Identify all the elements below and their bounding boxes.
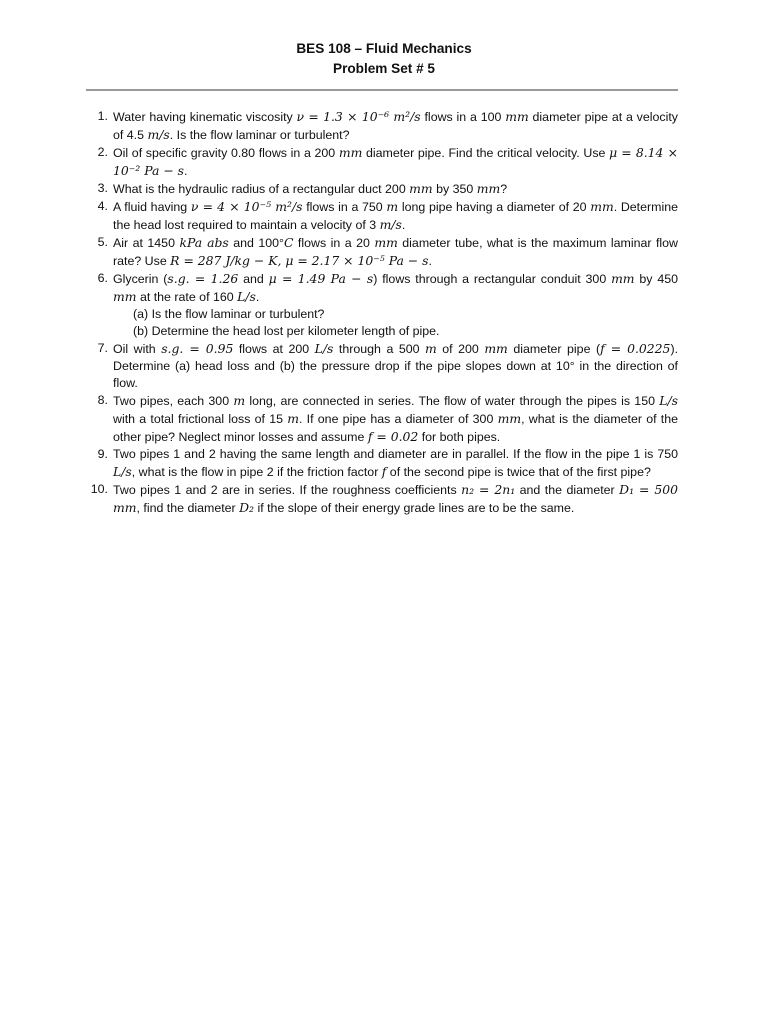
problem-text: flows in a 20 [293,236,375,250]
problem-text: flows at 200 [233,342,315,356]
problem-list [86,108,678,517]
problem-item [86,234,678,270]
problem-text: , what is the diameter of the other pipe? Neglect minor losses and assume [113,412,679,444]
problem-text: Glycerin ( [113,272,168,286]
problem-item [86,180,678,198]
problem-text: . Is the flow laminar or turbulent? [169,128,350,142]
math-expression: ν = 1.3 × 10⁻⁶ m²/s [296,109,421,124]
problem-text: Two pipes 1 and 2 are in series. If the roughness coefficients [113,483,462,497]
problem-item [86,108,678,144]
problem-text: long pipe having a diameter of 20 [398,200,591,214]
math-expression: mm [484,341,508,356]
problem-number: 5. [97,235,108,249]
problem-text: What is the hydraulic radius of a rectangular duct 200 [113,182,410,196]
problem-item [86,144,678,180]
problem-number: 1. [97,109,108,123]
math-expression: μ = 8.14 × 10⁻² Pa − s [113,145,678,178]
course-title: BES 108 – Fluid Mechanics [296,41,472,56]
problem-text: through a 500 [333,342,426,356]
math-expression: mm [374,235,398,250]
math-expression: mm [611,271,635,286]
math-expression: L/s [659,393,678,408]
problem-text: , what is the flow in pipe 2 if the friction factor [131,465,382,479]
problem-text: of 200 [436,342,485,356]
problem-text: if the slope of their energy grade lines are to be the same. [254,501,575,515]
math-expression: n₂ = 2n₁ [461,482,516,497]
problem-subpart: (a) Is the flow laminar or turbulent? [133,307,325,321]
math-expression: m [386,199,399,214]
math-expression: D₁ = 500 mm [113,482,678,515]
math-expression: L/s [314,341,334,356]
problem-number: 7. [97,341,108,355]
problem-text: Air at 1450 [113,236,180,250]
math-expression: C [283,235,294,250]
math-expression: m [233,393,246,408]
math-expression: m [425,341,437,356]
math-expression: R = 287 J/kg − K, μ = 2.17 × 10⁻⁵ Pa − s [170,253,429,268]
math-expression: μ = 1.49 Pa − s [268,271,374,286]
problem-text: diameter pipe at a velocity of 4.5 [113,110,679,142]
math-expression: mm [113,289,137,304]
problem-subpart: (b) Determine the head lost per kilometer length of pipe. [133,324,440,338]
problem-item [86,392,678,446]
problem-text: . [428,254,432,268]
problem-text: Oil of specific gravity 0.80 flows in a 200 [113,146,339,160]
problem-text: flows in a 100 [420,110,506,124]
problem-number: 4. [97,199,108,213]
math-expression: mm [505,109,529,124]
problem-text: . [401,218,406,232]
problem-text: long, are connected in series. The flow of water through the pipes is 150 [245,394,660,408]
problem-number: 3. [97,181,108,195]
math-expression: s.g. = 1.26 [167,271,239,286]
math-expression: m/s [379,217,402,232]
problem-text: Oil with [113,342,162,356]
math-expression: kPa abs [179,235,229,250]
problem-item [86,481,678,517]
math-expression: f = 0.02 [367,429,419,444]
problem-text: Two pipes 1 and 2 having the same length and diameter are in parallel. If the flow in the pipe 1 is 750 [113,447,678,461]
math-expression: f [381,464,387,479]
problem-text: ? [500,182,508,196]
problem-item [86,270,678,340]
math-expression: L/s [237,289,256,304]
math-expression: f = 0.0225 [600,341,671,356]
problem-text: at the rate of 160 [136,290,238,304]
problem-text: . [184,164,188,178]
math-expression: mm [497,411,522,426]
problem-text: and [238,272,269,286]
problem-text: with a total frictional loss of 15 [113,412,288,426]
document-header [0,39,768,79]
math-expression: mm [409,181,433,196]
problem-text: of the second pipe is twice that of the first pipe? [386,465,651,479]
problem-text: , find the diameter [136,501,240,515]
problem-text: . [255,290,260,304]
problem-number: 6. [97,271,108,285]
problem-text: diameter tube, what is the maximum laminar flow rate? Use [113,236,678,268]
problem-item [86,198,678,234]
math-expression: mm [476,181,501,196]
problem-text: . Determine the head lost required to maintain a velocity of 3 [113,200,679,232]
problem-text: by 450 [634,272,679,286]
math-expression: L/s [113,464,132,479]
problem-text: Two pipes, each 300 [113,394,234,408]
problem-text: Water having kinematic viscosity [113,110,297,124]
header-divider [86,89,678,91]
problem-item [86,446,678,481]
problem-text: and 100° [228,236,284,250]
math-expression: mm [590,199,614,214]
problem-number: 2. [97,145,108,159]
math-expression: D₂ [239,500,255,515]
problem-set-title: Problem Set # 5 [333,61,435,76]
problem-number: 10. [90,482,108,496]
problem-text: by 350 [432,182,477,196]
problem-item [86,340,678,392]
problem-text: and the diameter [515,483,620,497]
problem-text: flows in a 750 [302,200,387,214]
math-expression: mm [338,145,363,160]
problem-text: ). Determine (a) head loss and (b) the pressure drop if the pipe slopes down at 10° in the direction of flow. [113,342,679,390]
math-expression: m/s [147,127,170,142]
problem-text: for both pipes. [418,430,501,444]
problem-text: A fluid having [113,200,191,214]
problem-text: diameter pipe ( [507,342,601,356]
math-expression: m [287,411,299,426]
problem-number: 8. [97,393,108,407]
problem-text: ) flows through a rectangular conduit 300 [373,272,612,286]
problem-text: . If one pipe has a diameter of 300 [299,412,498,426]
problem-number: 9. [97,447,108,461]
problem-text: diameter pipe. Find the critical velocity. Use [362,146,610,160]
math-expression: s.g. = 0.95 [161,341,234,356]
math-expression: ν = 4 × 10⁻⁵ m²/s [190,199,303,214]
